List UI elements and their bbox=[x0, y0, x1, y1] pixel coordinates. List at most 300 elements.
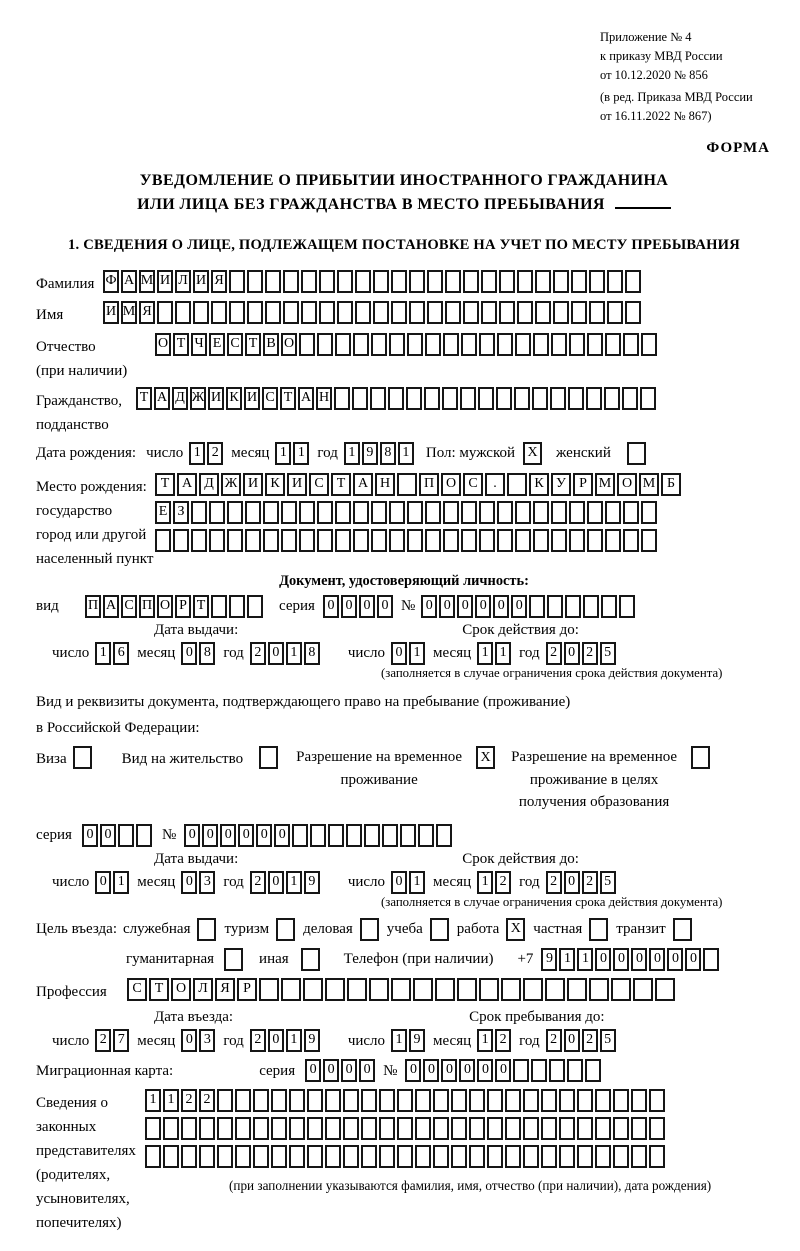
char-cell[interactable] bbox=[271, 1145, 287, 1168]
char-cell[interactable] bbox=[259, 978, 279, 1001]
char-cell[interactable] bbox=[479, 501, 495, 524]
char-cell[interactable] bbox=[319, 301, 335, 324]
residence-permit-checkbox[interactable] bbox=[259, 746, 278, 769]
char-cell[interactable] bbox=[415, 1145, 431, 1168]
char-cell[interactable]: А bbox=[121, 270, 137, 293]
char-cell[interactable] bbox=[373, 270, 389, 293]
char-cell[interactable] bbox=[703, 948, 719, 971]
char-cell[interactable] bbox=[325, 1145, 341, 1168]
char-cell[interactable]: 1 bbox=[409, 642, 425, 665]
char-cell[interactable] bbox=[335, 501, 351, 524]
birth-place-cells-3[interactable] bbox=[155, 529, 683, 552]
char-cell[interactable] bbox=[157, 301, 173, 324]
char-cell[interactable]: 2 bbox=[582, 871, 598, 894]
char-cell[interactable] bbox=[513, 1059, 529, 1082]
char-cell[interactable] bbox=[559, 1117, 575, 1140]
char-cell[interactable] bbox=[181, 1117, 197, 1140]
char-cell[interactable] bbox=[641, 501, 657, 524]
char-cell[interactable] bbox=[245, 529, 261, 552]
char-cell[interactable]: 0 bbox=[564, 642, 580, 665]
residence-issue-month-cells[interactable] bbox=[181, 871, 217, 894]
char-cell[interactable] bbox=[145, 1145, 161, 1168]
char-cell[interactable] bbox=[118, 824, 134, 847]
char-cell[interactable] bbox=[163, 1117, 179, 1140]
char-cell[interactable] bbox=[397, 1117, 413, 1140]
doc-issue-month-cells[interactable] bbox=[181, 642, 217, 665]
char-cell[interactable]: 8 bbox=[380, 442, 396, 465]
char-cell[interactable] bbox=[319, 270, 335, 293]
char-cell[interactable]: Т bbox=[136, 387, 152, 410]
char-cell[interactable] bbox=[533, 333, 549, 356]
char-cell[interactable] bbox=[229, 595, 245, 618]
char-cell[interactable]: 0 bbox=[495, 1059, 511, 1082]
phone-cells[interactable] bbox=[541, 948, 721, 971]
char-cell[interactable] bbox=[589, 978, 609, 1001]
sex-male-checkbox[interactable]: X bbox=[523, 442, 542, 465]
char-cell[interactable]: Б bbox=[661, 473, 681, 496]
char-cell[interactable] bbox=[551, 333, 567, 356]
char-cell[interactable]: 1 bbox=[477, 1029, 493, 1052]
char-cell[interactable] bbox=[567, 978, 587, 1001]
char-cell[interactable]: 0 bbox=[274, 824, 290, 847]
char-cell[interactable] bbox=[649, 1145, 665, 1168]
char-cell[interactable] bbox=[211, 301, 227, 324]
char-cell[interactable] bbox=[281, 529, 297, 552]
char-cell[interactable] bbox=[605, 333, 621, 356]
char-cell[interactable]: И bbox=[208, 387, 224, 410]
char-cell[interactable] bbox=[535, 270, 551, 293]
char-cell[interactable]: 0 bbox=[511, 595, 527, 618]
char-cell[interactable] bbox=[361, 1145, 377, 1168]
char-cell[interactable] bbox=[442, 387, 458, 410]
char-cell[interactable] bbox=[587, 529, 603, 552]
char-cell[interactable]: П bbox=[139, 595, 155, 618]
char-cell[interactable]: А bbox=[154, 387, 170, 410]
char-cell[interactable]: 0 bbox=[441, 1059, 457, 1082]
char-cell[interactable]: И bbox=[193, 270, 209, 293]
purpose-tourism-checkbox[interactable] bbox=[276, 918, 295, 941]
char-cell[interactable] bbox=[247, 270, 263, 293]
doc-series-cells[interactable] bbox=[323, 595, 395, 618]
char-cell[interactable] bbox=[497, 529, 513, 552]
char-cell[interactable]: 0 bbox=[181, 871, 197, 894]
char-cell[interactable] bbox=[605, 529, 621, 552]
char-cell[interactable]: Р bbox=[237, 978, 257, 1001]
char-cell[interactable] bbox=[587, 501, 603, 524]
representatives-cells-1[interactable] bbox=[145, 1089, 711, 1112]
char-cell[interactable] bbox=[460, 387, 476, 410]
char-cell[interactable] bbox=[505, 1145, 521, 1168]
char-cell[interactable]: П bbox=[85, 595, 101, 618]
char-cell[interactable]: 0 bbox=[377, 595, 393, 618]
char-cell[interactable] bbox=[433, 1089, 449, 1112]
char-cell[interactable] bbox=[595, 1089, 611, 1112]
doc-valid-day-cells[interactable] bbox=[391, 642, 427, 665]
char-cell[interactable] bbox=[641, 333, 657, 356]
char-cell[interactable] bbox=[571, 270, 587, 293]
char-cell[interactable] bbox=[613, 1117, 629, 1140]
char-cell[interactable] bbox=[235, 1145, 251, 1168]
char-cell[interactable] bbox=[379, 1089, 395, 1112]
purpose-business-checkbox[interactable] bbox=[360, 918, 379, 941]
birth-year-cells[interactable] bbox=[344, 442, 416, 465]
char-cell[interactable]: А bbox=[353, 473, 373, 496]
char-cell[interactable] bbox=[533, 501, 549, 524]
char-cell[interactable] bbox=[607, 270, 623, 293]
citizenship-cells[interactable] bbox=[136, 387, 658, 410]
char-cell[interactable]: 0 bbox=[238, 824, 254, 847]
residence-issue-year-cells[interactable] bbox=[250, 871, 322, 894]
char-cell[interactable]: С bbox=[463, 473, 483, 496]
char-cell[interactable] bbox=[227, 529, 243, 552]
char-cell[interactable] bbox=[361, 1117, 377, 1140]
char-cell[interactable]: Ж bbox=[221, 473, 241, 496]
char-cell[interactable] bbox=[433, 1117, 449, 1140]
purpose-humanitarian-checkbox[interactable] bbox=[224, 948, 243, 971]
char-cell[interactable] bbox=[655, 978, 675, 1001]
char-cell[interactable]: 2 bbox=[546, 1029, 562, 1052]
char-cell[interactable]: А bbox=[103, 595, 119, 618]
representatives-cells-2[interactable] bbox=[145, 1117, 711, 1140]
char-cell[interactable] bbox=[595, 1117, 611, 1140]
char-cell[interactable]: 1 bbox=[477, 642, 493, 665]
char-cell[interactable]: 0 bbox=[202, 824, 218, 847]
doc-issue-year-cells[interactable] bbox=[250, 642, 322, 665]
char-cell[interactable] bbox=[191, 501, 207, 524]
char-cell[interactable] bbox=[631, 1145, 647, 1168]
char-cell[interactable] bbox=[523, 1145, 539, 1168]
char-cell[interactable] bbox=[613, 1089, 629, 1112]
char-cell[interactable] bbox=[433, 1145, 449, 1168]
surname-cells[interactable] bbox=[103, 270, 643, 293]
char-cell[interactable]: 9 bbox=[541, 948, 557, 971]
char-cell[interactable] bbox=[347, 978, 367, 1001]
char-cell[interactable] bbox=[400, 824, 416, 847]
char-cell[interactable]: 2 bbox=[199, 1089, 215, 1112]
char-cell[interactable] bbox=[601, 595, 617, 618]
char-cell[interactable] bbox=[529, 595, 545, 618]
char-cell[interactable]: Н bbox=[375, 473, 395, 496]
char-cell[interactable] bbox=[469, 1117, 485, 1140]
char-cell[interactable] bbox=[173, 529, 189, 552]
char-cell[interactable]: 0 bbox=[268, 1029, 284, 1052]
char-cell[interactable] bbox=[407, 501, 423, 524]
char-cell[interactable]: Т bbox=[193, 595, 209, 618]
char-cell[interactable]: 1 bbox=[95, 642, 111, 665]
char-cell[interactable] bbox=[407, 529, 423, 552]
char-cell[interactable]: 0 bbox=[95, 871, 111, 894]
char-cell[interactable] bbox=[515, 501, 531, 524]
char-cell[interactable] bbox=[553, 270, 569, 293]
char-cell[interactable] bbox=[515, 333, 531, 356]
char-cell[interactable] bbox=[549, 1059, 565, 1082]
char-cell[interactable]: А bbox=[298, 387, 314, 410]
char-cell[interactable] bbox=[389, 529, 405, 552]
migration-number-cells[interactable] bbox=[405, 1059, 603, 1082]
char-cell[interactable] bbox=[517, 270, 533, 293]
char-cell[interactable]: 0 bbox=[423, 1059, 439, 1082]
char-cell[interactable]: 9 bbox=[304, 1029, 320, 1052]
stay-year-cells[interactable] bbox=[546, 1029, 618, 1052]
char-cell[interactable] bbox=[406, 387, 422, 410]
char-cell[interactable]: Д bbox=[199, 473, 219, 496]
char-cell[interactable] bbox=[370, 387, 386, 410]
residence-valid-day-cells[interactable] bbox=[391, 871, 427, 894]
char-cell[interactable] bbox=[136, 824, 152, 847]
char-cell[interactable]: 1 bbox=[409, 871, 425, 894]
char-cell[interactable] bbox=[478, 387, 494, 410]
stay-day-cells[interactable] bbox=[391, 1029, 427, 1052]
char-cell[interactable] bbox=[369, 978, 389, 1001]
char-cell[interactable] bbox=[253, 1145, 269, 1168]
char-cell[interactable]: 1 bbox=[286, 642, 302, 665]
char-cell[interactable] bbox=[479, 333, 495, 356]
char-cell[interactable] bbox=[451, 1089, 467, 1112]
char-cell[interactable] bbox=[443, 529, 459, 552]
char-cell[interactable] bbox=[479, 529, 495, 552]
char-cell[interactable] bbox=[487, 1117, 503, 1140]
char-cell[interactable] bbox=[343, 1089, 359, 1112]
char-cell[interactable]: С bbox=[262, 387, 278, 410]
char-cell[interactable] bbox=[343, 1117, 359, 1140]
char-cell[interactable] bbox=[541, 1089, 557, 1112]
char-cell[interactable]: М bbox=[139, 270, 155, 293]
char-cell[interactable]: 0 bbox=[631, 948, 647, 971]
char-cell[interactable] bbox=[633, 978, 653, 1001]
char-cell[interactable] bbox=[371, 501, 387, 524]
char-cell[interactable]: 0 bbox=[341, 1059, 357, 1082]
char-cell[interactable] bbox=[388, 387, 404, 410]
char-cell[interactable]: Я bbox=[215, 978, 235, 1001]
char-cell[interactable] bbox=[371, 333, 387, 356]
char-cell[interactable] bbox=[589, 270, 605, 293]
sex-female-checkbox[interactable] bbox=[627, 442, 646, 465]
doc-valid-year-cells[interactable] bbox=[546, 642, 618, 665]
char-cell[interactable] bbox=[523, 978, 543, 1001]
char-cell[interactable]: К bbox=[226, 387, 242, 410]
char-cell[interactable]: . bbox=[485, 473, 505, 496]
residence-valid-month-cells[interactable] bbox=[477, 871, 513, 894]
char-cell[interactable] bbox=[533, 529, 549, 552]
char-cell[interactable] bbox=[346, 824, 362, 847]
char-cell[interactable]: 1 bbox=[113, 871, 129, 894]
char-cell[interactable]: О bbox=[171, 978, 191, 1001]
char-cell[interactable]: 2 bbox=[582, 1029, 598, 1052]
char-cell[interactable]: 0 bbox=[341, 595, 357, 618]
char-cell[interactable] bbox=[263, 529, 279, 552]
char-cell[interactable]: И bbox=[244, 387, 260, 410]
char-cell[interactable] bbox=[587, 333, 603, 356]
char-cell[interactable] bbox=[289, 1117, 305, 1140]
char-cell[interactable] bbox=[209, 529, 225, 552]
char-cell[interactable] bbox=[451, 1117, 467, 1140]
char-cell[interactable] bbox=[325, 978, 345, 1001]
char-cell[interactable] bbox=[589, 301, 605, 324]
char-cell[interactable]: 0 bbox=[391, 871, 407, 894]
char-cell[interactable] bbox=[550, 387, 566, 410]
char-cell[interactable] bbox=[353, 529, 369, 552]
char-cell[interactable] bbox=[352, 387, 368, 410]
char-cell[interactable]: 7 bbox=[113, 1029, 129, 1052]
char-cell[interactable] bbox=[175, 301, 191, 324]
char-cell[interactable] bbox=[289, 1089, 305, 1112]
char-cell[interactable] bbox=[559, 1145, 575, 1168]
purpose-transit-checkbox[interactable] bbox=[673, 918, 692, 941]
char-cell[interactable]: 0 bbox=[359, 595, 375, 618]
migration-series-cells[interactable] bbox=[305, 1059, 377, 1082]
char-cell[interactable]: 5 bbox=[600, 1029, 616, 1052]
char-cell[interactable] bbox=[335, 529, 351, 552]
char-cell[interactable] bbox=[649, 1117, 665, 1140]
char-cell[interactable] bbox=[625, 301, 641, 324]
char-cell[interactable] bbox=[623, 529, 639, 552]
char-cell[interactable] bbox=[497, 333, 513, 356]
residence-issue-day-cells[interactable] bbox=[95, 871, 131, 894]
char-cell[interactable]: М bbox=[121, 301, 137, 324]
char-cell[interactable] bbox=[517, 301, 533, 324]
char-cell[interactable] bbox=[325, 1089, 341, 1112]
name-cells[interactable] bbox=[103, 301, 643, 324]
char-cell[interactable] bbox=[235, 1089, 251, 1112]
char-cell[interactable]: 1 bbox=[189, 442, 205, 465]
char-cell[interactable] bbox=[229, 301, 245, 324]
char-cell[interactable]: О bbox=[155, 333, 171, 356]
char-cell[interactable]: 0 bbox=[184, 824, 200, 847]
char-cell[interactable] bbox=[425, 529, 441, 552]
purpose-study-checkbox[interactable] bbox=[430, 918, 449, 941]
char-cell[interactable]: К bbox=[529, 473, 549, 496]
char-cell[interactable] bbox=[361, 1089, 377, 1112]
char-cell[interactable] bbox=[553, 301, 569, 324]
char-cell[interactable] bbox=[445, 270, 461, 293]
char-cell[interactable] bbox=[505, 1089, 521, 1112]
char-cell[interactable]: 0 bbox=[477, 1059, 493, 1082]
char-cell[interactable]: 0 bbox=[475, 595, 491, 618]
char-cell[interactable]: 0 bbox=[181, 642, 197, 665]
char-cell[interactable] bbox=[303, 978, 323, 1001]
char-cell[interactable]: 1 bbox=[344, 442, 360, 465]
char-cell[interactable] bbox=[227, 501, 243, 524]
char-cell[interactable] bbox=[586, 387, 602, 410]
char-cell[interactable]: 0 bbox=[100, 824, 116, 847]
char-cell[interactable] bbox=[451, 1145, 467, 1168]
char-cell[interactable] bbox=[211, 595, 227, 618]
char-cell[interactable] bbox=[245, 501, 261, 524]
char-cell[interactable] bbox=[605, 501, 621, 524]
char-cell[interactable]: М bbox=[639, 473, 659, 496]
char-cell[interactable]: 2 bbox=[546, 871, 562, 894]
char-cell[interactable]: С bbox=[121, 595, 137, 618]
char-cell[interactable] bbox=[353, 501, 369, 524]
char-cell[interactable]: Л bbox=[175, 270, 191, 293]
char-cell[interactable]: Е bbox=[209, 333, 225, 356]
char-cell[interactable] bbox=[424, 387, 440, 410]
char-cell[interactable]: 0 bbox=[493, 595, 509, 618]
char-cell[interactable]: 0 bbox=[305, 1059, 321, 1082]
char-cell[interactable] bbox=[299, 529, 315, 552]
char-cell[interactable]: 0 bbox=[323, 595, 339, 618]
visa-checkbox[interactable] bbox=[73, 746, 92, 769]
char-cell[interactable]: 1 bbox=[391, 1029, 407, 1052]
char-cell[interactable] bbox=[229, 270, 245, 293]
char-cell[interactable]: 0 bbox=[359, 1059, 375, 1082]
char-cell[interactable]: 0 bbox=[457, 595, 473, 618]
char-cell[interactable] bbox=[199, 1117, 215, 1140]
char-cell[interactable]: 1 bbox=[293, 442, 309, 465]
birth-month-cells[interactable] bbox=[275, 442, 311, 465]
char-cell[interactable]: 2 bbox=[495, 871, 511, 894]
purpose-private-checkbox[interactable] bbox=[589, 918, 608, 941]
char-cell[interactable]: И bbox=[243, 473, 263, 496]
char-cell[interactable] bbox=[577, 1145, 593, 1168]
char-cell[interactable] bbox=[613, 1145, 629, 1168]
char-cell[interactable]: 2 bbox=[546, 642, 562, 665]
char-cell[interactable] bbox=[310, 824, 326, 847]
char-cell[interactable]: Ф bbox=[103, 270, 119, 293]
char-cell[interactable]: 0 bbox=[649, 948, 665, 971]
char-cell[interactable]: 9 bbox=[362, 442, 378, 465]
char-cell[interactable] bbox=[623, 333, 639, 356]
char-cell[interactable]: 9 bbox=[409, 1029, 425, 1052]
char-cell[interactable]: Я bbox=[211, 270, 227, 293]
birth-place-cells-2[interactable] bbox=[155, 501, 683, 524]
char-cell[interactable] bbox=[499, 301, 515, 324]
char-cell[interactable]: 8 bbox=[199, 642, 215, 665]
char-cell[interactable] bbox=[325, 1117, 341, 1140]
char-cell[interactable] bbox=[577, 1089, 593, 1112]
char-cell[interactable]: 1 bbox=[398, 442, 414, 465]
char-cell[interactable]: Р bbox=[175, 595, 191, 618]
char-cell[interactable] bbox=[265, 301, 281, 324]
char-cell[interactable]: О bbox=[441, 473, 461, 496]
char-cell[interactable] bbox=[217, 1089, 233, 1112]
char-cell[interactable]: 1 bbox=[559, 948, 575, 971]
char-cell[interactable] bbox=[569, 529, 585, 552]
char-cell[interactable]: П bbox=[419, 473, 439, 496]
char-cell[interactable] bbox=[631, 1117, 647, 1140]
char-cell[interactable] bbox=[163, 1145, 179, 1168]
char-cell[interactable]: У bbox=[551, 473, 571, 496]
char-cell[interactable]: 9 bbox=[304, 871, 320, 894]
char-cell[interactable]: 1 bbox=[495, 642, 511, 665]
representatives-cells-3[interactable] bbox=[145, 1145, 711, 1168]
char-cell[interactable]: Л bbox=[193, 978, 213, 1001]
char-cell[interactable] bbox=[209, 501, 225, 524]
char-cell[interactable] bbox=[299, 333, 315, 356]
stay-month-cells[interactable] bbox=[477, 1029, 513, 1052]
char-cell[interactable] bbox=[301, 270, 317, 293]
char-cell[interactable] bbox=[379, 1145, 395, 1168]
char-cell[interactable]: Т bbox=[173, 333, 189, 356]
char-cell[interactable]: 2 bbox=[495, 1029, 511, 1052]
char-cell[interactable] bbox=[607, 301, 623, 324]
birth-day-cells[interactable] bbox=[189, 442, 225, 465]
char-cell[interactable]: С bbox=[309, 473, 329, 496]
char-cell[interactable] bbox=[568, 387, 584, 410]
char-cell[interactable]: 0 bbox=[268, 871, 284, 894]
char-cell[interactable] bbox=[567, 1059, 583, 1082]
char-cell[interactable] bbox=[418, 824, 434, 847]
char-cell[interactable] bbox=[532, 387, 548, 410]
char-cell[interactable] bbox=[235, 1117, 251, 1140]
char-cell[interactable] bbox=[301, 301, 317, 324]
char-cell[interactable] bbox=[397, 1145, 413, 1168]
char-cell[interactable] bbox=[571, 301, 587, 324]
char-cell[interactable] bbox=[443, 333, 459, 356]
char-cell[interactable] bbox=[247, 595, 263, 618]
char-cell[interactable]: 1 bbox=[145, 1089, 161, 1112]
char-cell[interactable] bbox=[217, 1117, 233, 1140]
